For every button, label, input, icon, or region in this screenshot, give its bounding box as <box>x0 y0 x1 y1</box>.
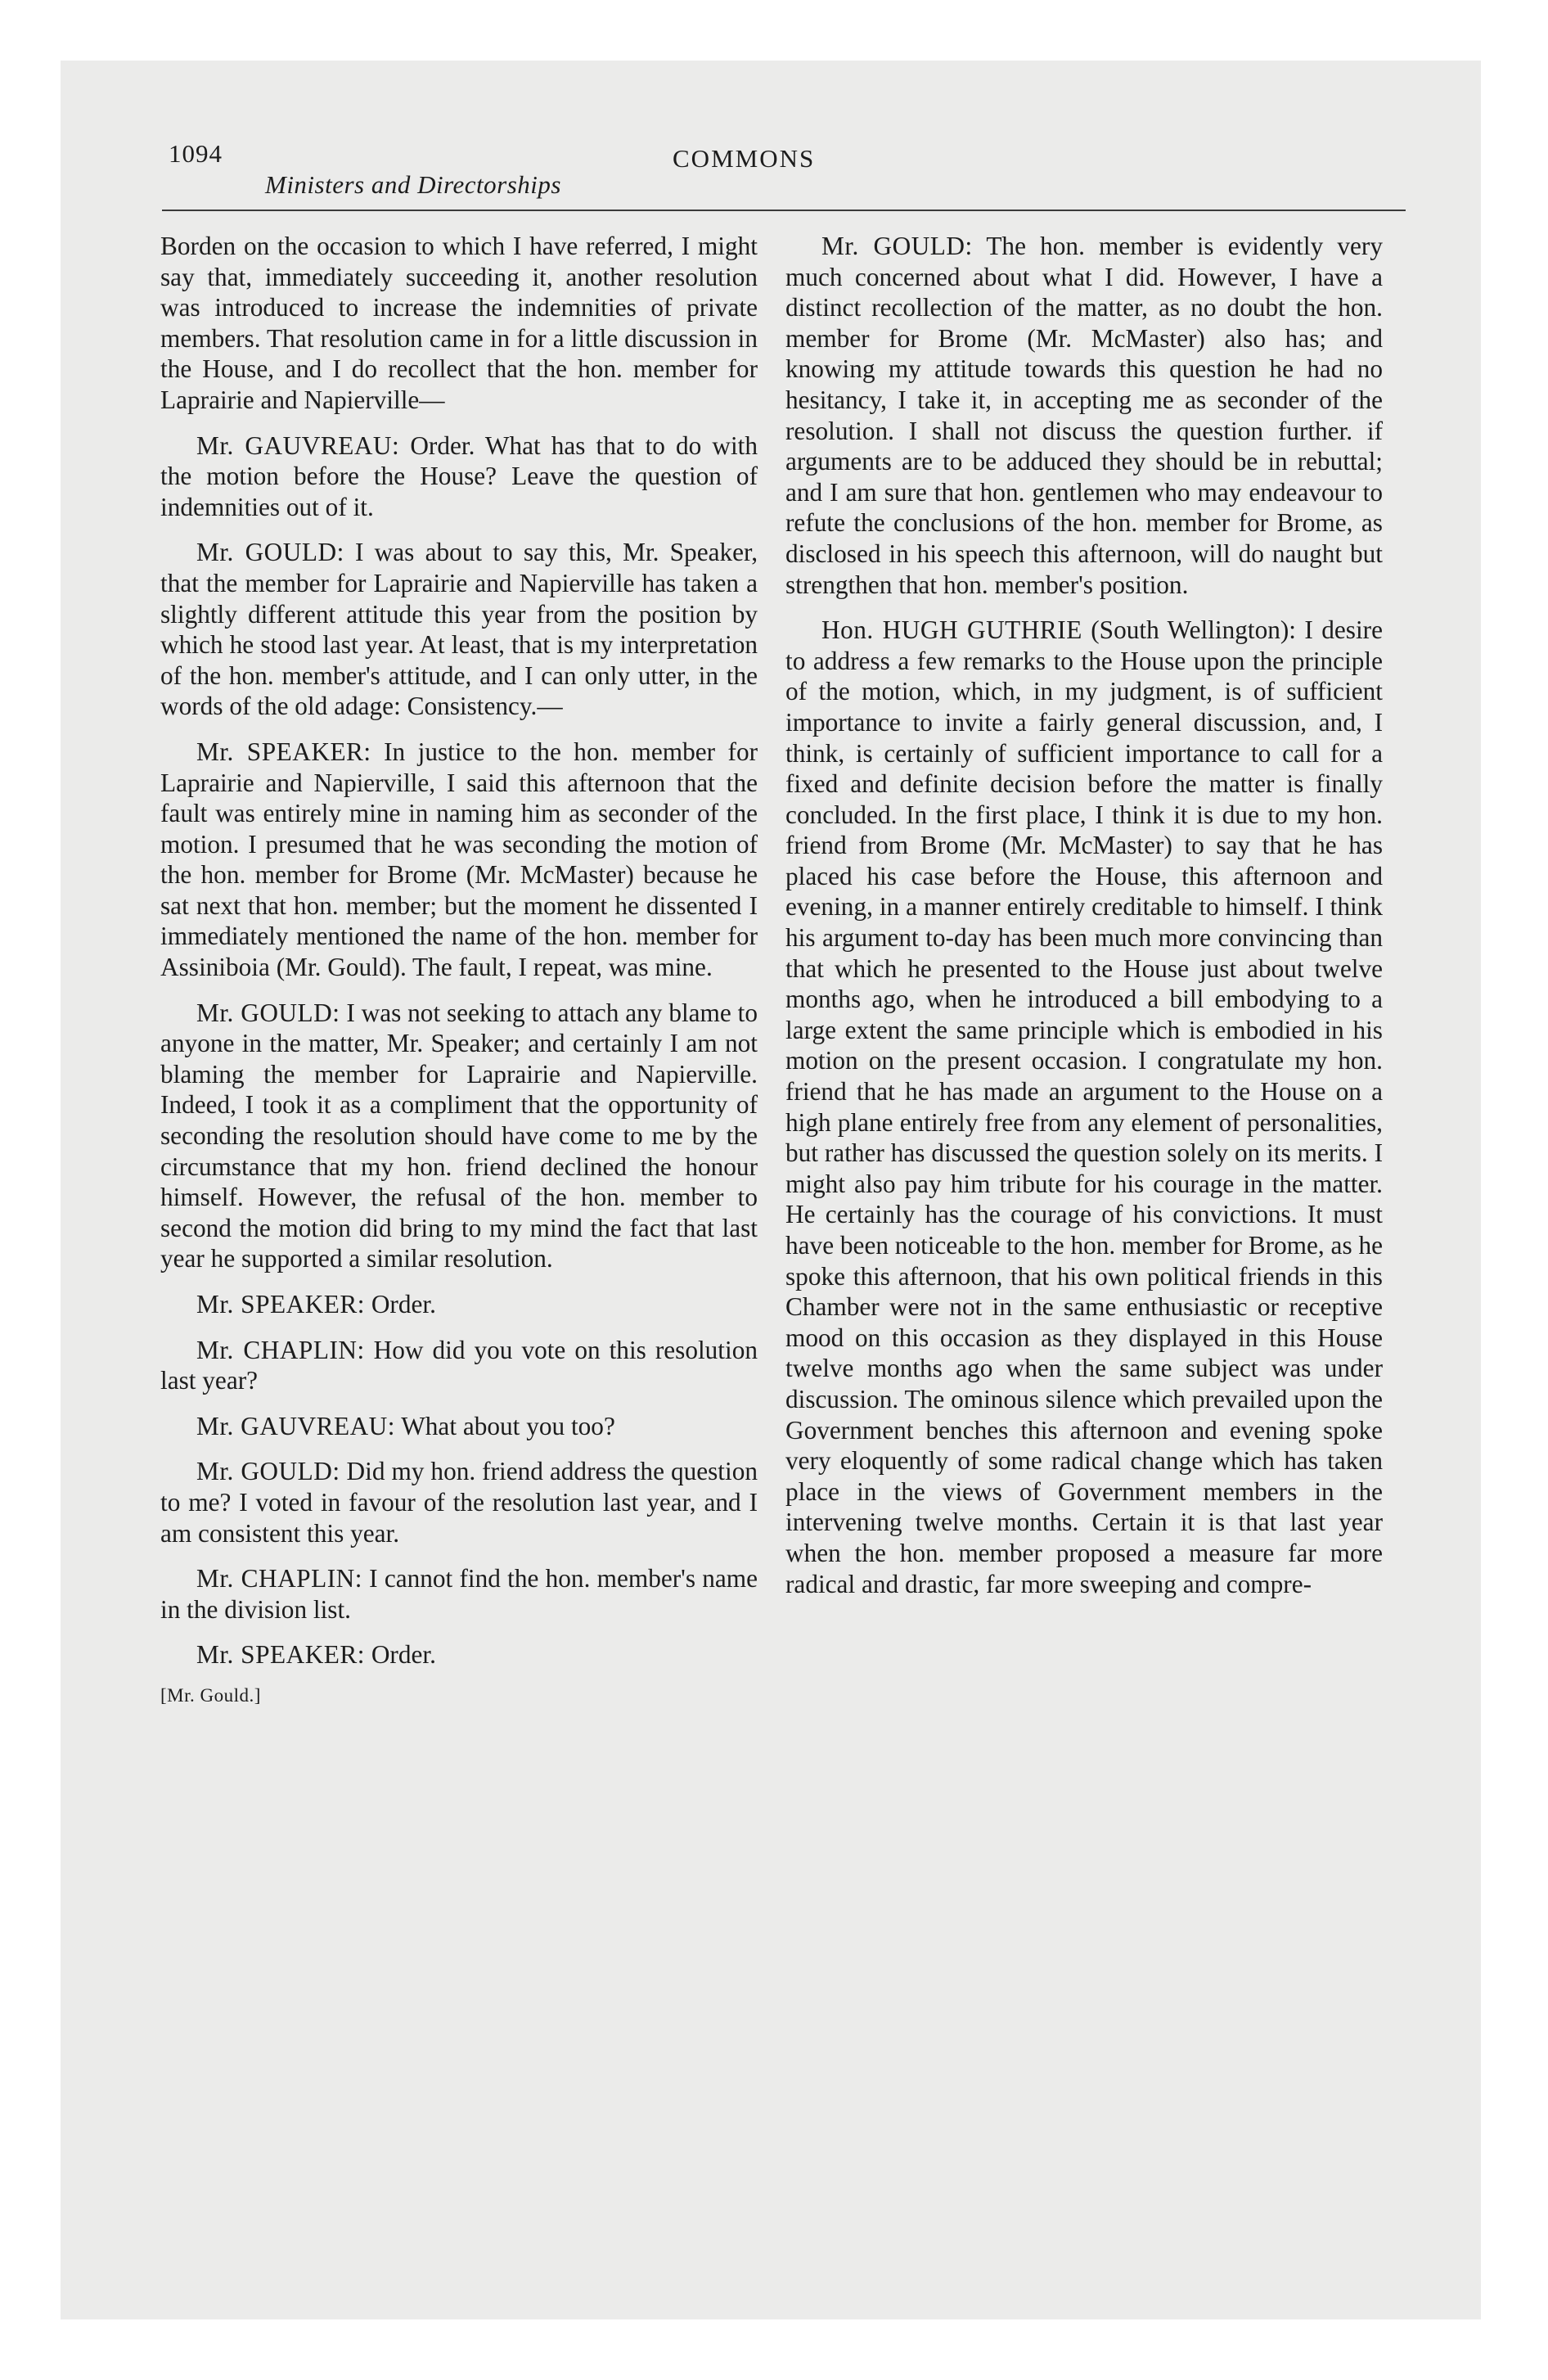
speech-text: The hon. member is evidently very much concerned about what I did. However, I have a distinct recollection of the matter, as no doubt the hon. member for Brome (Mr. McMaster) also has; and knowing my attitude towards this question he had no hesitancy, I take it, in accepting me as seconder of the resolution. I shall not discuss the question further. if arguments are to be adduced they should be in rebuttal; and I am sure that hon. gentlemen who may endeavour to refute the conclusions of the hon. member for Brome, as disclosed in his speech this afternoon, will do naught but strengthen that hon. member's position. <box>785 232 1383 599</box>
paragraph <box>160 998 758 1274</box>
section-title: Ministers and Directorships <box>265 170 561 199</box>
page-header <box>162 131 1406 213</box>
speech-text: How did you vote on this resolution last year? <box>160 1335 758 1395</box>
speech-text: Did my hon. friend address the question to me? I voted in favour of the resolution last year, and I am consistent this year. <box>160 1457 758 1548</box>
speech-text: Order. <box>371 1640 436 1670</box>
paragraph <box>160 1411 758 1442</box>
speaker-name: Mr. GOULD: <box>196 1457 340 1486</box>
header-rule <box>162 210 1406 211</box>
right-column <box>785 231 1383 1614</box>
speaker-name: Mr. GOULD: <box>196 538 344 567</box>
speech-text: (South Wellington): I desire to address a few remarks to the House upon the principle of the motion, which, in my judgment, is of sufficient importance to invite a fairly general discussion, and, I think, is certainly of sufficient importance to call for a fixed and definite decision before the matter is finally concluded. In the first place, I think it is due to my hon. friend from Brome (Mr. McMaster) to say that he has placed his case before the House, this afternoon and evening, in a manner entirely creditable to himself. I think his argument to-day has been much more convincing than that which he presented to the House just about twelve months ago, when he introduced a bill embodying to a large extent the same principle which is embodied in his motion on the present occasion. I congratulate my hon. friend that he has made an argument to the House on a high plane entirely free from any element of personalities, but rather has discussed the question solely on its merits. I might also pay him tribute for his courage in the matter. He certainly has the courage of his convictions. It must have been noticeable to the hon. member for Brome, as he spoke this afternoon, that his own political friends in this Chamber were not in the same enthusiastic or receptive mood on this occasion as they displayed in this House twelve months ago when the same subject was under discussion. The ominous silence which prevailed upon the Government benches this afternoon and evening spoke very eloquently of some radical change which has taken place in the views of Government members in the intervening twelve months. Certain it is that last year when the hon. member proposed a measure far more radical and drastic, far more sweeping and compre- <box>785 615 1383 1598</box>
paragraph <box>160 1563 758 1625</box>
paragraph <box>785 231 1383 600</box>
paragraph <box>160 1456 758 1548</box>
paragraph <box>160 1639 758 1670</box>
speaker-name: Mr. CHAPLIN: <box>196 1564 362 1593</box>
speaker-name: Mr. GOULD: <box>821 232 973 260</box>
speaker-name: Mr. GOULD: <box>196 998 340 1027</box>
paragraph <box>160 1335 758 1396</box>
paragraph <box>785 615 1383 1599</box>
speech-text: Order. What has that to do with the motion before the House? Leave the question of indemnities out of it. <box>160 430 758 521</box>
left-column <box>160 231 758 1711</box>
speaker-name: Mr. CHAPLIN: <box>196 1335 365 1364</box>
speaker-name: Hon. HUGH GUTHRIE <box>821 615 1082 645</box>
paragraph <box>160 430 758 523</box>
speech-text: In justice to the hon. member for Laprairie and Napierville, I said this afternoon that the fault was entirely mine in naming him as seconder of the motion. I presumed that he was seconding the motion of the hon. member for Brome (Mr. McMaster) because he sat next that hon. member; but the moment he dissented I immediately mentioned the name of the hon. member for Assiniboia (Mr. Gould). The fault, I repeat, was mine. <box>160 737 758 982</box>
paragraph <box>160 537 758 722</box>
speech-text: What about you too? <box>401 1411 615 1440</box>
paragraph <box>160 1289 758 1320</box>
speaker-name: Mr. GAUVREAU: <box>196 1411 395 1440</box>
speaker-name: Mr. SPEAKER: <box>196 737 371 766</box>
speech-text: Order. <box>371 1290 436 1318</box>
footer-tag: [Mr. Gould.] <box>160 1684 261 1706</box>
speech-text: I was about to say this, Mr. Speaker, that the member for Laprairie and Napierville has taken a slightly different attitude this year from the position by which he stood last year. At least, that is my interpretation of the hon. member's attitude, and I can only utter, in the words of the old adage: Consistency.— <box>160 538 758 721</box>
page-number: 1094 <box>169 139 223 168</box>
speech-text: I was not seeking to attach any blame to anyone in the matter, Mr. Speaker; and certainly I am not blaming the member for Laprairie and Napierville. Indeed, I took it as a compliment that the opportunity of seconding the resolution should have come to me by the circumstance that my hon. friend declined the honour himself. However, the refusal of the hon. member to second the motion did bring to my mind the fact that last year he supported a similar resolution. <box>160 998 758 1273</box>
speaker-name: Mr. GAUVREAU: <box>196 430 400 460</box>
paragraph <box>160 737 758 983</box>
paragraph: Borden on the occasion to which I have referred, I might say that, immediately succeeding it, another resolution was introduced to increase the indemnities of private members. That resolution came in for a little discussion in the House, and I do recollect that the hon. member for Laprairie and Napierville— <box>160 232 758 414</box>
speaker-name: Mr. SPEAKER: <box>196 1290 365 1318</box>
speaker-name: Mr. SPEAKER: <box>196 1640 365 1670</box>
running-head: COMMONS <box>673 144 816 173</box>
speech-text: I cannot find the hon. member's name in the division list. <box>160 1564 758 1624</box>
